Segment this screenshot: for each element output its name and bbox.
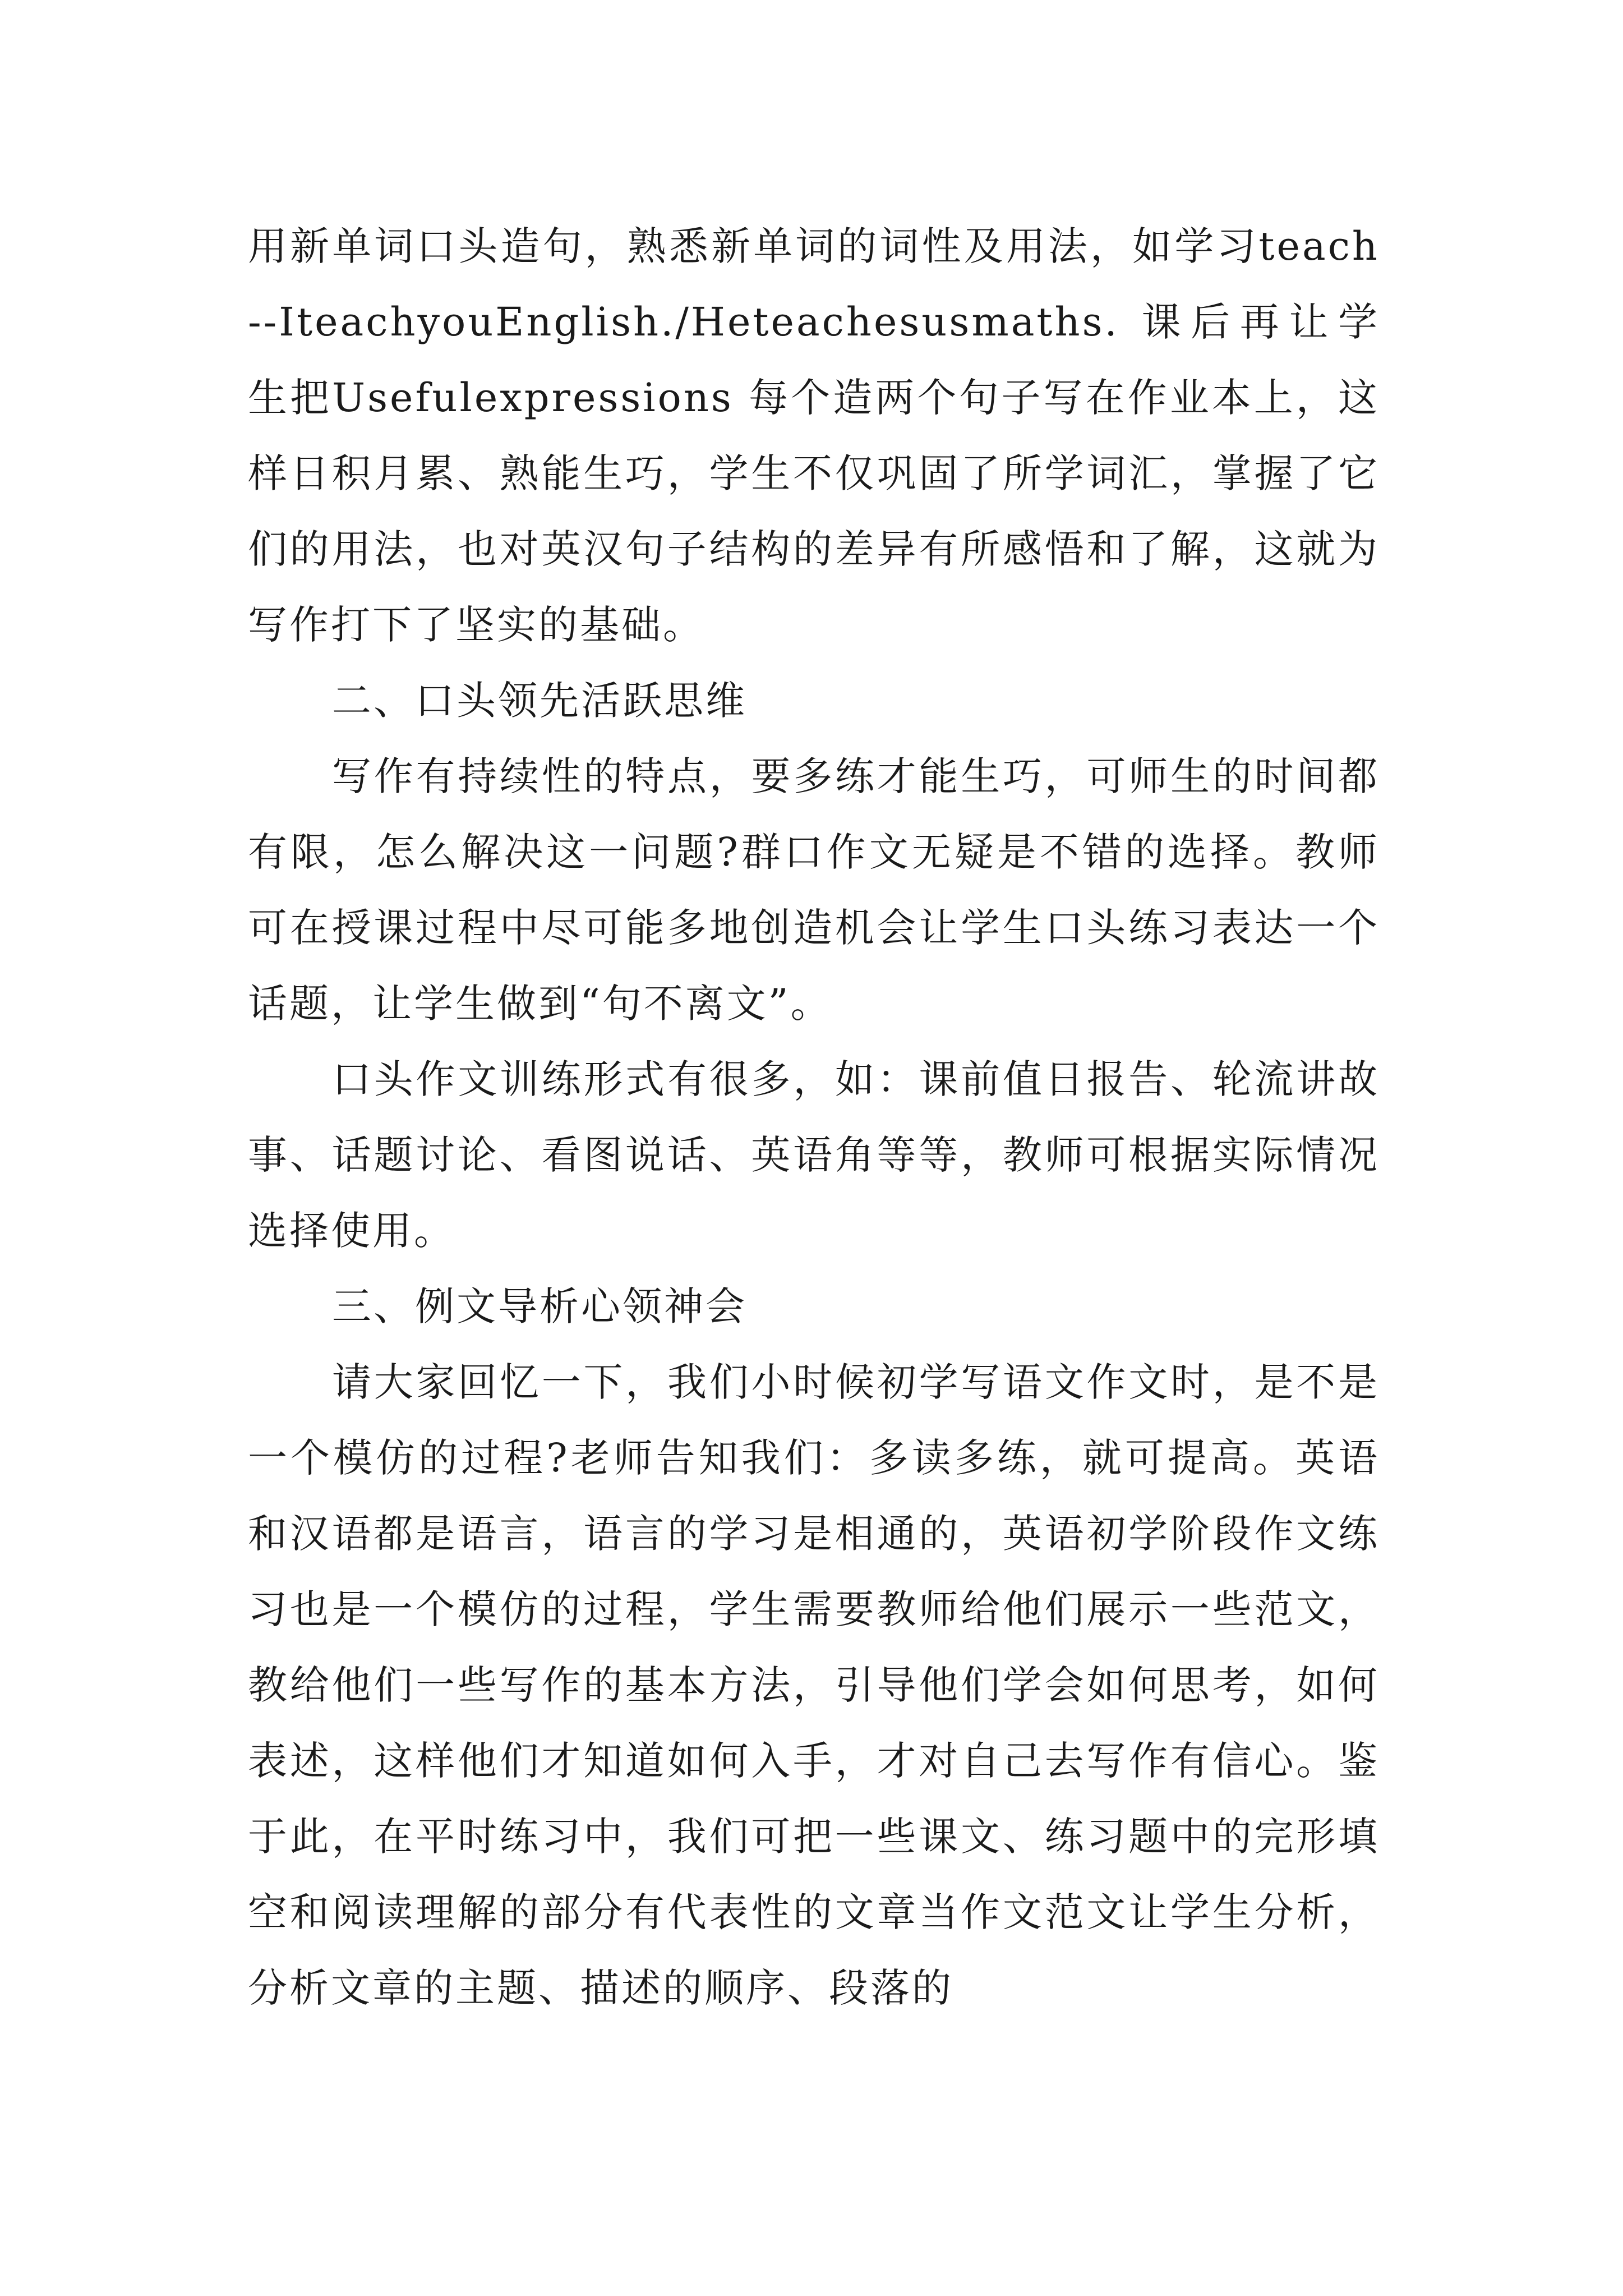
paragraph-vocabulary-practice: 用新单词口头造句，熟悉新单词的词性及用法，如学习teach--IteachyouEnglish./Heteachesusmaths. 课后再让学生把Usefulexpressions 每个造两个句子写在作业本上，这样日积月累、熟能生巧，学生不仅巩固了所学词汇，掌握了它们的用法，也对英汉句子结构的差异有所感悟和了解，这就为写作打下了坚实的基础。 <box>248 223 1380 648</box>
section-heading-model-essays: 三、例文导析心领神会 <box>332 1283 747 1329</box>
document-body <box>248 209 1380 2026</box>
paragraph-model-essay-analysis: 请大家回忆一下，我们小时候初学写语文作文时，是不是一个模仿的过程?老师告知我们：多读多练，就可提高。英语和汉语都是语言，语言的学习是相通的，英语初学阶段作文练习也是一个模仿的过程，学生需要教师给他们展示一些范文，教给他们一些写作的基本方法，引导他们学会如何思考，如何表述，这样他们才知道如何入手，才对自己去写作有信心。鉴于此，在平时练习中，我们可把一些课文、练习题中的完形填空和阅读理解的部分有代表性的文章当作文范文让学生分析，分析文章的主题、描述的顺序、段落的 <box>248 1359 1380 2011</box>
paragraph-oral-composition: 写作有持续性的特点，要多练才能生巧，可师生的时间都有限，怎么解决这一问题?群口作文无疑是不错的选择。教师可在授课过程中尽可能多地创造机会让学生口头练习表达一个话题，让学生做到“句不离文”。 <box>248 753 1380 1027</box>
paragraph-oral-training-forms: 口头作文训练形式有很多，如：课前值日报告、轮流讲故事、话题讨论、看图说话、英语角等等，教师可根据实际情况选择使用。 <box>248 1056 1380 1254</box>
section-heading-oral-practice: 二、口头领先活跃思维 <box>332 678 747 724</box>
